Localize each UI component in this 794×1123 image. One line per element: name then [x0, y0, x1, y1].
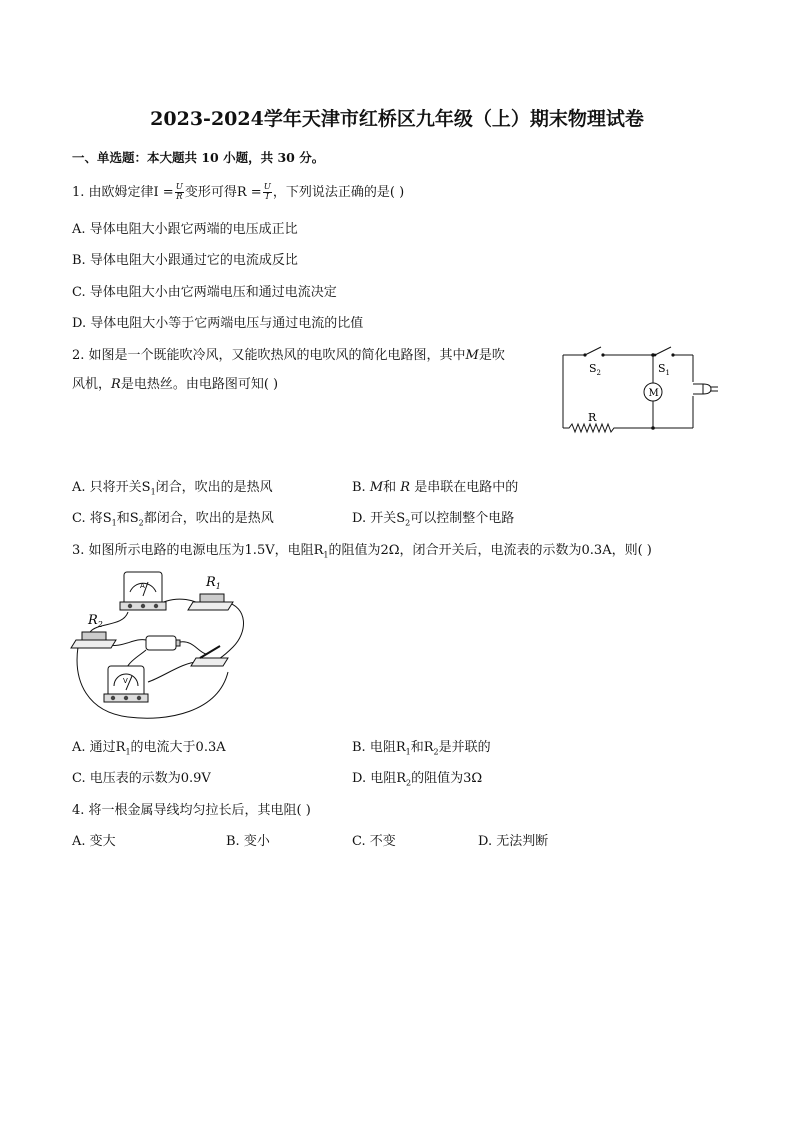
- q4-option-b: B. 变小: [226, 834, 270, 849]
- voltmeter-label: V: [123, 677, 128, 685]
- frac-num: U: [175, 182, 183, 192]
- q3-option-d: [352, 767, 482, 788]
- q2-option-a: [72, 476, 273, 497]
- diagram-label-s2: $S_2$: [589, 362, 602, 377]
- r1-resistor-icon: [188, 575, 233, 610]
- q1-fraction-1: [175, 183, 184, 202]
- q2-stem-part: 是电热丝。由电路图可知( ): [120, 377, 279, 392]
- q3-option-a: [72, 736, 226, 757]
- q3-option-c: C. 电压表的示数为0.9V: [72, 771, 211, 786]
- opt-text: B.: [352, 480, 370, 495]
- opt-sub: 1: [405, 747, 411, 757]
- diagram-label-resistor: R: [588, 411, 597, 424]
- q3-stem: [72, 539, 652, 560]
- q1-option-d: D. 导体电阻大小等于它两端电压与通过电流的比值: [72, 316, 364, 331]
- q1-option-c: C. 导体电阻大小由它两端电压和通过电流决定: [72, 285, 337, 300]
- q1-stem-part: 变形可得R =: [184, 185, 262, 200]
- r2-resistor-icon: [71, 613, 116, 648]
- q2-circuit-diagram: [555, 340, 725, 440]
- opt-var: M: [369, 480, 384, 495]
- diagram-label-motor: M: [648, 388, 659, 399]
- opt-sub: 2: [138, 518, 144, 528]
- q3-stem-part: 3. 如图所示电路的电源电压为1.5V，电阻R: [72, 543, 324, 558]
- q1-stem-part: ，下列说法正确的是( ): [272, 185, 405, 200]
- q1-fraction-2: [263, 183, 272, 202]
- q2-stem-part: 是吹: [478, 348, 505, 363]
- opt-text: 可以控制整个电路: [410, 511, 515, 526]
- opt-sub: 1: [125, 747, 131, 757]
- opt-text: 闭合，吹出的是热风: [155, 480, 273, 495]
- ammeter-icon: [120, 572, 166, 610]
- opt-text: 和R: [410, 740, 434, 755]
- q2-option-c: [72, 507, 274, 528]
- q3-circuit-photo: [68, 562, 258, 722]
- frac-num: U: [263, 182, 271, 192]
- opt-sub: 2: [406, 778, 412, 788]
- opt-text: C. 将S: [72, 511, 112, 526]
- q2-stem-part: 2. 如图是一个既能吹冷风，又能吹热风的电吹风的简化电路图，其中: [72, 348, 466, 363]
- battery-icon: [146, 636, 180, 650]
- opt-sub: 2: [405, 518, 411, 528]
- q4-option-d: D. 无法判断: [478, 834, 549, 849]
- opt-sub: 1: [111, 518, 117, 528]
- page-title: 2023-2024学年天津市红桥区九年级（上）期末物理试卷: [150, 108, 644, 130]
- opt-text: 是并联的: [438, 740, 491, 755]
- opt-sub: 1: [150, 487, 156, 497]
- opt-sub: 2: [433, 747, 439, 757]
- q2-stem-line1: [72, 344, 505, 363]
- q3-stem-part: 的阻值为2Ω，闭合开关后，电流表的示数为0.3A，则( ): [328, 543, 652, 558]
- q2-option-d: [352, 507, 514, 528]
- opt-text: B. 电阻R: [352, 740, 406, 755]
- q2-stem-var: R: [111, 377, 121, 392]
- q1-option-b: B. 导体电阻大小跟通过它的电流成反比: [72, 253, 298, 268]
- opt-var: R: [400, 480, 411, 495]
- frac-den: R: [176, 192, 183, 202]
- q2-stem-part: 风机，: [72, 377, 112, 392]
- opt-text: A. 只将开关S: [72, 480, 151, 495]
- q4-option-c: C. 不变: [352, 834, 396, 849]
- section-header: 一、单选题：本大题共 10 小题，共 30 分。: [72, 150, 325, 165]
- q2-option-b: [352, 476, 518, 495]
- q4-stem: 4. 将一根金属导线均匀拉长后，其电阻( ): [72, 803, 311, 818]
- q2-stem-var: M: [465, 348, 479, 363]
- q4-option-a: A. 变大: [72, 834, 116, 849]
- q3-stem-sub: 1: [323, 550, 329, 560]
- opt-text: 是串联在电路中的: [410, 480, 519, 495]
- r1-label: $R_1$: [206, 575, 221, 591]
- q3-option-b: [352, 736, 491, 757]
- opt-text: D. 电阻R: [352, 771, 407, 786]
- r2-label: $R_2$: [88, 613, 103, 629]
- opt-text: 和: [383, 480, 401, 495]
- opt-text: 和S: [116, 511, 139, 526]
- ammeter-label: A: [140, 582, 145, 590]
- opt-text: A. 通过R: [72, 740, 126, 755]
- q1-stem: [72, 181, 404, 202]
- opt-text: 的电流大于0.3A: [130, 740, 226, 755]
- opt-text: 的阻值为3Ω: [411, 771, 483, 786]
- opt-text: D. 开关S: [352, 511, 406, 526]
- q2-stem-line2: [72, 373, 278, 392]
- q1-stem-part: 1. 由欧姆定律I =: [72, 185, 174, 200]
- opt-text: 都闭合，吹出的是热风: [143, 511, 274, 526]
- frac-den: I: [265, 192, 269, 202]
- q1-option-a: A. 导体电阻大小跟它两端的电压成正比: [72, 222, 298, 237]
- diagram-label-s1: $S_1$: [658, 362, 671, 377]
- voltmeter-icon: [104, 666, 148, 702]
